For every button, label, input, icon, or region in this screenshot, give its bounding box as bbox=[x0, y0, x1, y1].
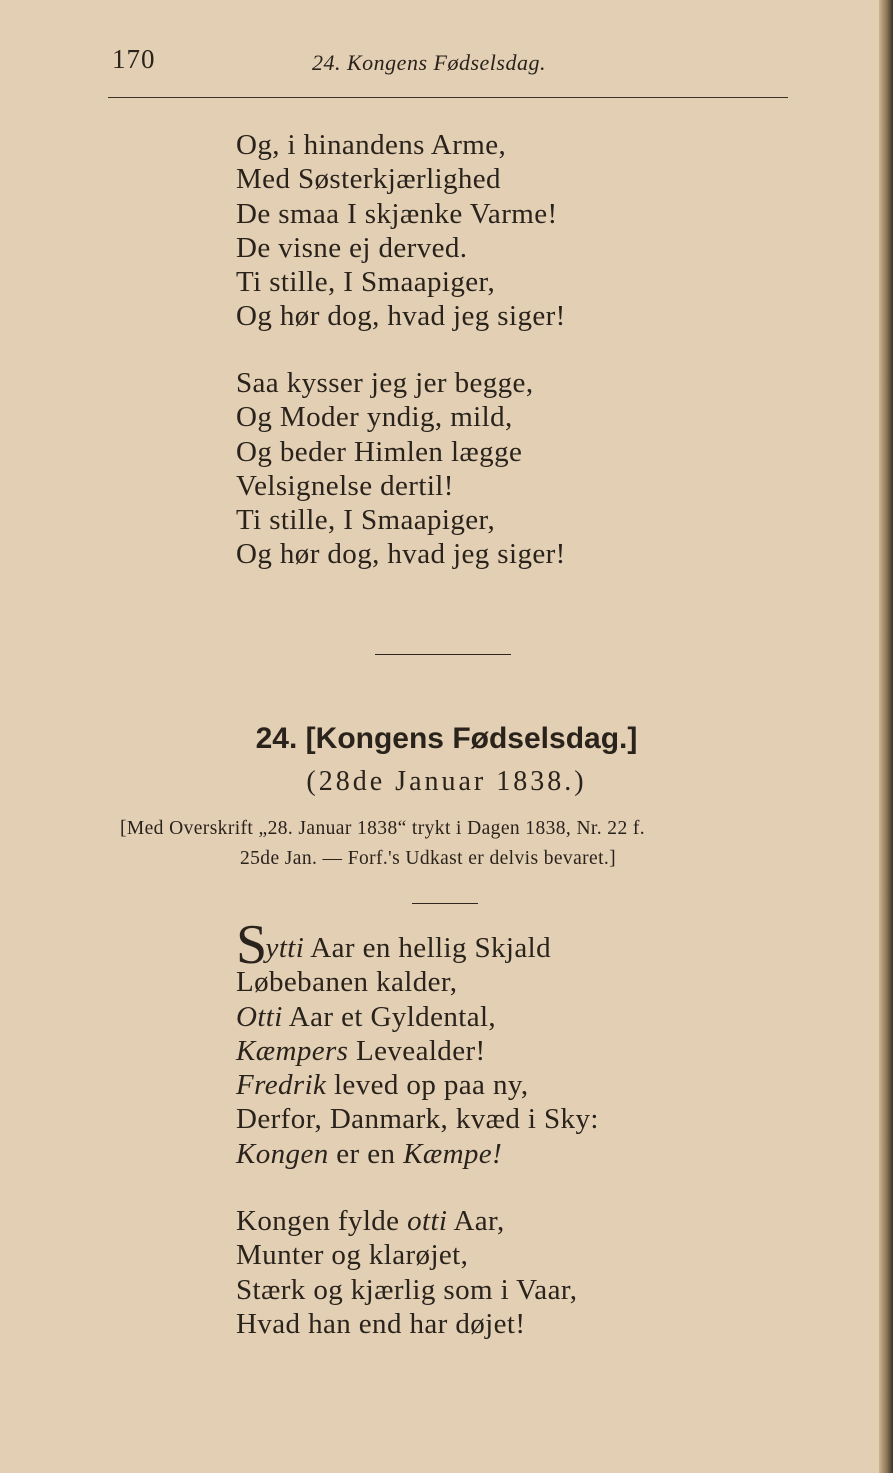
running-title: 24. Kongens Fødselsdag. bbox=[312, 50, 546, 75]
verse-line: Med Søsterkjærlighed bbox=[236, 163, 501, 196]
verse-line: Derfor, Danmark, kvæd i Sky: bbox=[236, 1103, 599, 1136]
verse-line bbox=[236, 1204, 577, 1238]
editorial-note: 25de Jan. — Forf.'s Udkast er delvis bevaret.] bbox=[240, 848, 617, 869]
italic-word: Kæmpe! bbox=[403, 1137, 503, 1170]
verse-line: Saa kysser jeg jer begge, bbox=[236, 367, 534, 399]
italic-word: Fredrik bbox=[236, 1069, 327, 1102]
stanza bbox=[236, 366, 566, 572]
verse-text: Kongen fylde bbox=[236, 1205, 408, 1237]
verse-line: Og hør dog, hvad jeg siger! bbox=[236, 300, 566, 333]
verse-line: De visne ej derved. bbox=[236, 231, 468, 264]
verse-line: Stærk og kjærlig som i Vaar, bbox=[236, 1273, 578, 1306]
section-divider bbox=[375, 654, 511, 655]
page-number: 170 bbox=[112, 44, 156, 74]
italic-word: Kongen bbox=[236, 1137, 329, 1170]
verse-line: Og Moder yndig, mild, bbox=[236, 401, 513, 434]
verse-line: Velsignelse dertil! bbox=[236, 469, 454, 502]
section-title: 24. [Kongens Fødselsdag.] bbox=[255, 722, 638, 755]
italic-word: Otti bbox=[236, 1000, 283, 1033]
verse-text: Levealder! bbox=[348, 1034, 486, 1067]
drop-initial: S bbox=[236, 914, 268, 976]
verse-line: Og hør dog, hvad jeg siger! bbox=[236, 538, 566, 571]
verse-line bbox=[236, 1000, 599, 1034]
verse-line: Hvad han end har døjet! bbox=[236, 1307, 526, 1340]
verse-text: Aar, bbox=[447, 1205, 505, 1237]
verse-line bbox=[236, 914, 599, 976]
verse-line bbox=[236, 1034, 599, 1068]
verse-line: De smaa I skjænke Varme! bbox=[236, 197, 558, 230]
verse-line: Munter og klarøjet, bbox=[236, 1239, 469, 1272]
verse-line: Ti stille, I Smaapiger, bbox=[236, 504, 496, 537]
verse-text: leved op paa ny, bbox=[326, 1069, 529, 1102]
editorial-note: [Med Overskrift „28. Januar 1838“ trykt i Dagen 1838, Nr. 22 f. bbox=[120, 818, 646, 839]
verse-line: Løbebanen kalder, bbox=[236, 966, 458, 999]
header-rule bbox=[108, 97, 788, 98]
verse-text: Aar en hellig Skjald bbox=[304, 932, 552, 964]
verse-line bbox=[236, 1068, 599, 1102]
verse-text: Aar et Gyldental, bbox=[282, 1000, 497, 1033]
section-date: (28de Januar 1838.) bbox=[306, 766, 587, 797]
short-divider bbox=[412, 903, 478, 904]
italic-word: Kæmpers bbox=[236, 1034, 349, 1067]
verse-line bbox=[236, 1137, 599, 1171]
italic-word: ytti bbox=[265, 932, 305, 964]
verse-line: Ti stille, I Smaapiger, bbox=[236, 266, 496, 299]
italic-word: otti bbox=[407, 1205, 448, 1237]
stanza bbox=[236, 914, 599, 1171]
verse-line: Og beder Himlen lægge bbox=[236, 435, 523, 468]
stanza bbox=[236, 1204, 577, 1341]
verse-line: Og, i hinandens Arme, bbox=[236, 129, 507, 161]
verse-text: er en bbox=[328, 1137, 404, 1170]
stanza bbox=[236, 128, 566, 334]
